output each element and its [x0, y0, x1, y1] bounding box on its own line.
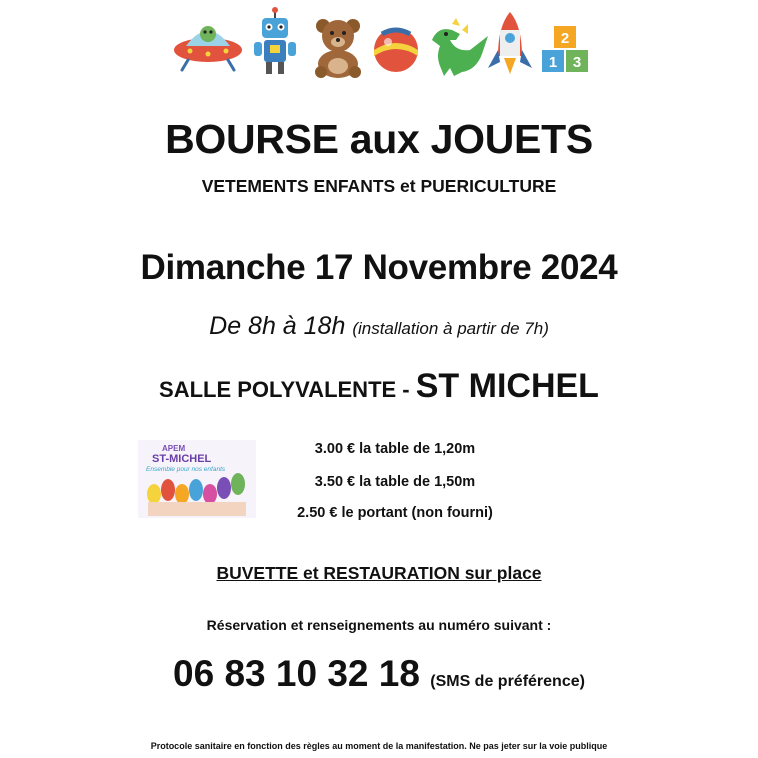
page-title: BOURSE aux JOUETS: [165, 116, 593, 162]
svg-text:3: 3: [572, 54, 582, 71]
svg-text:2: 2: [560, 30, 570, 47]
venue-prefix: SALLE POLYVALENTE -: [159, 377, 416, 402]
blocks-icon: [542, 26, 588, 72]
buvette-heading: BUVETTE et RESTAURATION sur place: [216, 563, 542, 583]
logo-line1: APEM: [162, 444, 186, 453]
hours-main: De 8h à 18h: [209, 312, 346, 340]
rocket-icon: [488, 12, 532, 74]
robot-icon: [254, 7, 296, 74]
svg-text:1: 1: [548, 54, 558, 71]
phone-number: 06 83 10 32 18: [173, 653, 420, 694]
price-line-1: 3.00 € la table de 1,20m: [314, 441, 476, 457]
logo-tagline: Ensemble pour nos enfants: [146, 466, 226, 473]
price-line-3: 2.50 € le portant (non fourni): [297, 505, 493, 521]
phone-block: [0, 653, 758, 695]
logo-line2: ST-MICHEL: [152, 453, 212, 465]
event-hours: [0, 312, 758, 341]
ufo-icon: [174, 26, 242, 70]
phone-note: (SMS de préférence): [430, 673, 585, 690]
event-venue: [0, 367, 758, 406]
footer-note: Protocole sanitaire en fonction des règles au moment de la manifestation. Ne pas jeter sur la voie publique: [150, 741, 608, 751]
reservation-text: Réservation et renseignements au numéro suivant :: [206, 617, 552, 633]
subtitle: VETEMENTS ENFANTS et PUERICULTURE: [201, 176, 557, 196]
venue-place: ST MICHEL: [415, 367, 599, 405]
toy-banner: [170, 6, 590, 80]
apem-logo: [138, 440, 256, 518]
dinosaur-icon: [432, 18, 488, 76]
ball-icon: [374, 28, 418, 72]
event-date: Dimanche 17 Novembre 2024: [140, 248, 618, 287]
price-line-2: 3.50 € la table de 1,50m: [314, 474, 476, 490]
teddy-bear-icon: [315, 19, 361, 78]
hours-note: (installation à partir de 7h): [352, 319, 549, 338]
